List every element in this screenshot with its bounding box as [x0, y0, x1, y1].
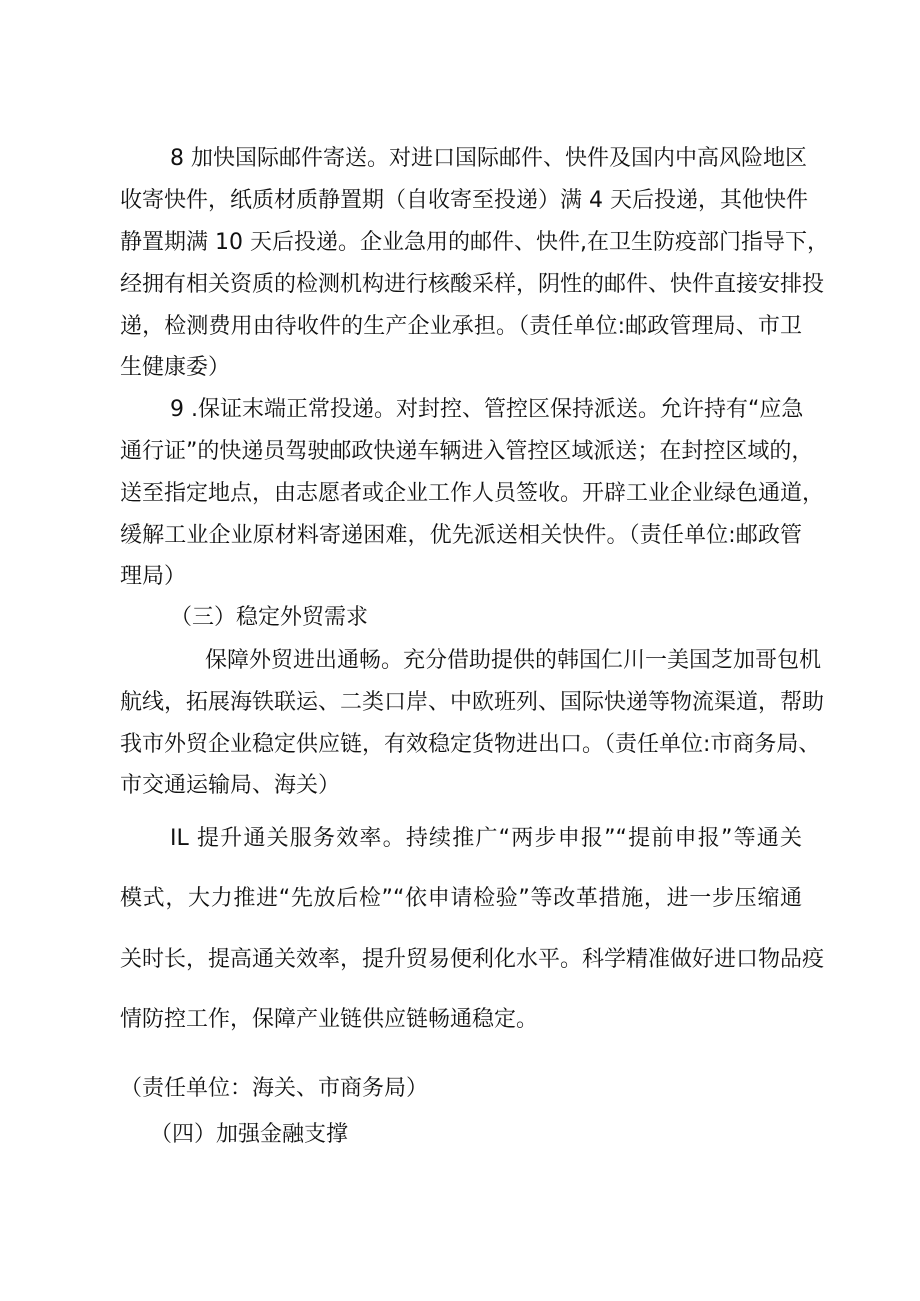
item8-line-6: 生健康委）	[120, 355, 231, 380]
item11-line-3: 关时长，提高通关效率，提升贸易便利化水平。科学精准做好进口物品疫	[120, 947, 825, 972]
item10-line-1: 保障外贸进出通畅。充分借助提供的韩国仁川一美国芝加哥包机	[205, 648, 822, 673]
item9-line-1: 9 .保证末端正常投递。对封控、管控区保持派送。允许持有“应急	[170, 397, 804, 422]
item11-line-1: IL 提升通关服务效率。持续推广“两步申报”“提前申报”等通关	[170, 826, 802, 851]
item8-line-1: 8 加快国际邮件寄送。对进口国际邮件、快件及国内中高风险地区	[170, 146, 807, 171]
item10-line-2: 航线，拓展海铁联运、二类口岸、中欧班列、国际快递等物流渠道，帮助	[120, 690, 825, 715]
item11-responsibility: （责任单位：海关、市商务局）	[120, 1076, 429, 1101]
item10-line-3: 我市外贸企业稳定供应链，有效稳定货物进出口。（责任单位:市商务局、	[120, 732, 821, 757]
item8-line-2: 收寄快件，纸质材质静置期（自收寄至投递）满 4 天后投递，其他快件	[120, 188, 808, 213]
item8-line-3: 静置期满 10 天后投递。企业急用的邮件、快件,在卫生防疫部门指导下，	[120, 230, 829, 255]
section4-heading: （四）加强金融支撑	[150, 1122, 349, 1147]
item8-line-5: 递，检测费用由待收件的生产企业承担。（责任单位:邮政管理局、市卫	[120, 314, 802, 339]
item9-line-4: 缓解工业企业原材料寄递困难，优先派送相关快件。（责任单位:邮政管	[120, 523, 802, 548]
item11-line-4: 情防控工作，保障产业链供应链畅通稳定。	[120, 1007, 539, 1032]
item8-line-4: 经拥有相关资质的检测机构进行核酸采样，阴性的邮件、快件直接安排投	[120, 272, 825, 297]
item9-line-5: 理局）	[120, 564, 187, 589]
item9-line-2: 通行证”的快递员驾驶邮政快递车辆进入管控区域派送；在封控区域的，	[120, 439, 814, 464]
section3-heading: （三）稳定外贸需求	[170, 605, 369, 630]
item10-line-4: 市交通运输局、海关）	[120, 773, 341, 798]
item11-line-2: 模式，大力推进“先放后检”“依申请检验”等改革措施，进一步压缩通	[120, 886, 802, 911]
item9-line-3: 送至指定地点，由志愿者或企业工作人员签收。开辟工业企业绿色通道，	[120, 481, 825, 506]
